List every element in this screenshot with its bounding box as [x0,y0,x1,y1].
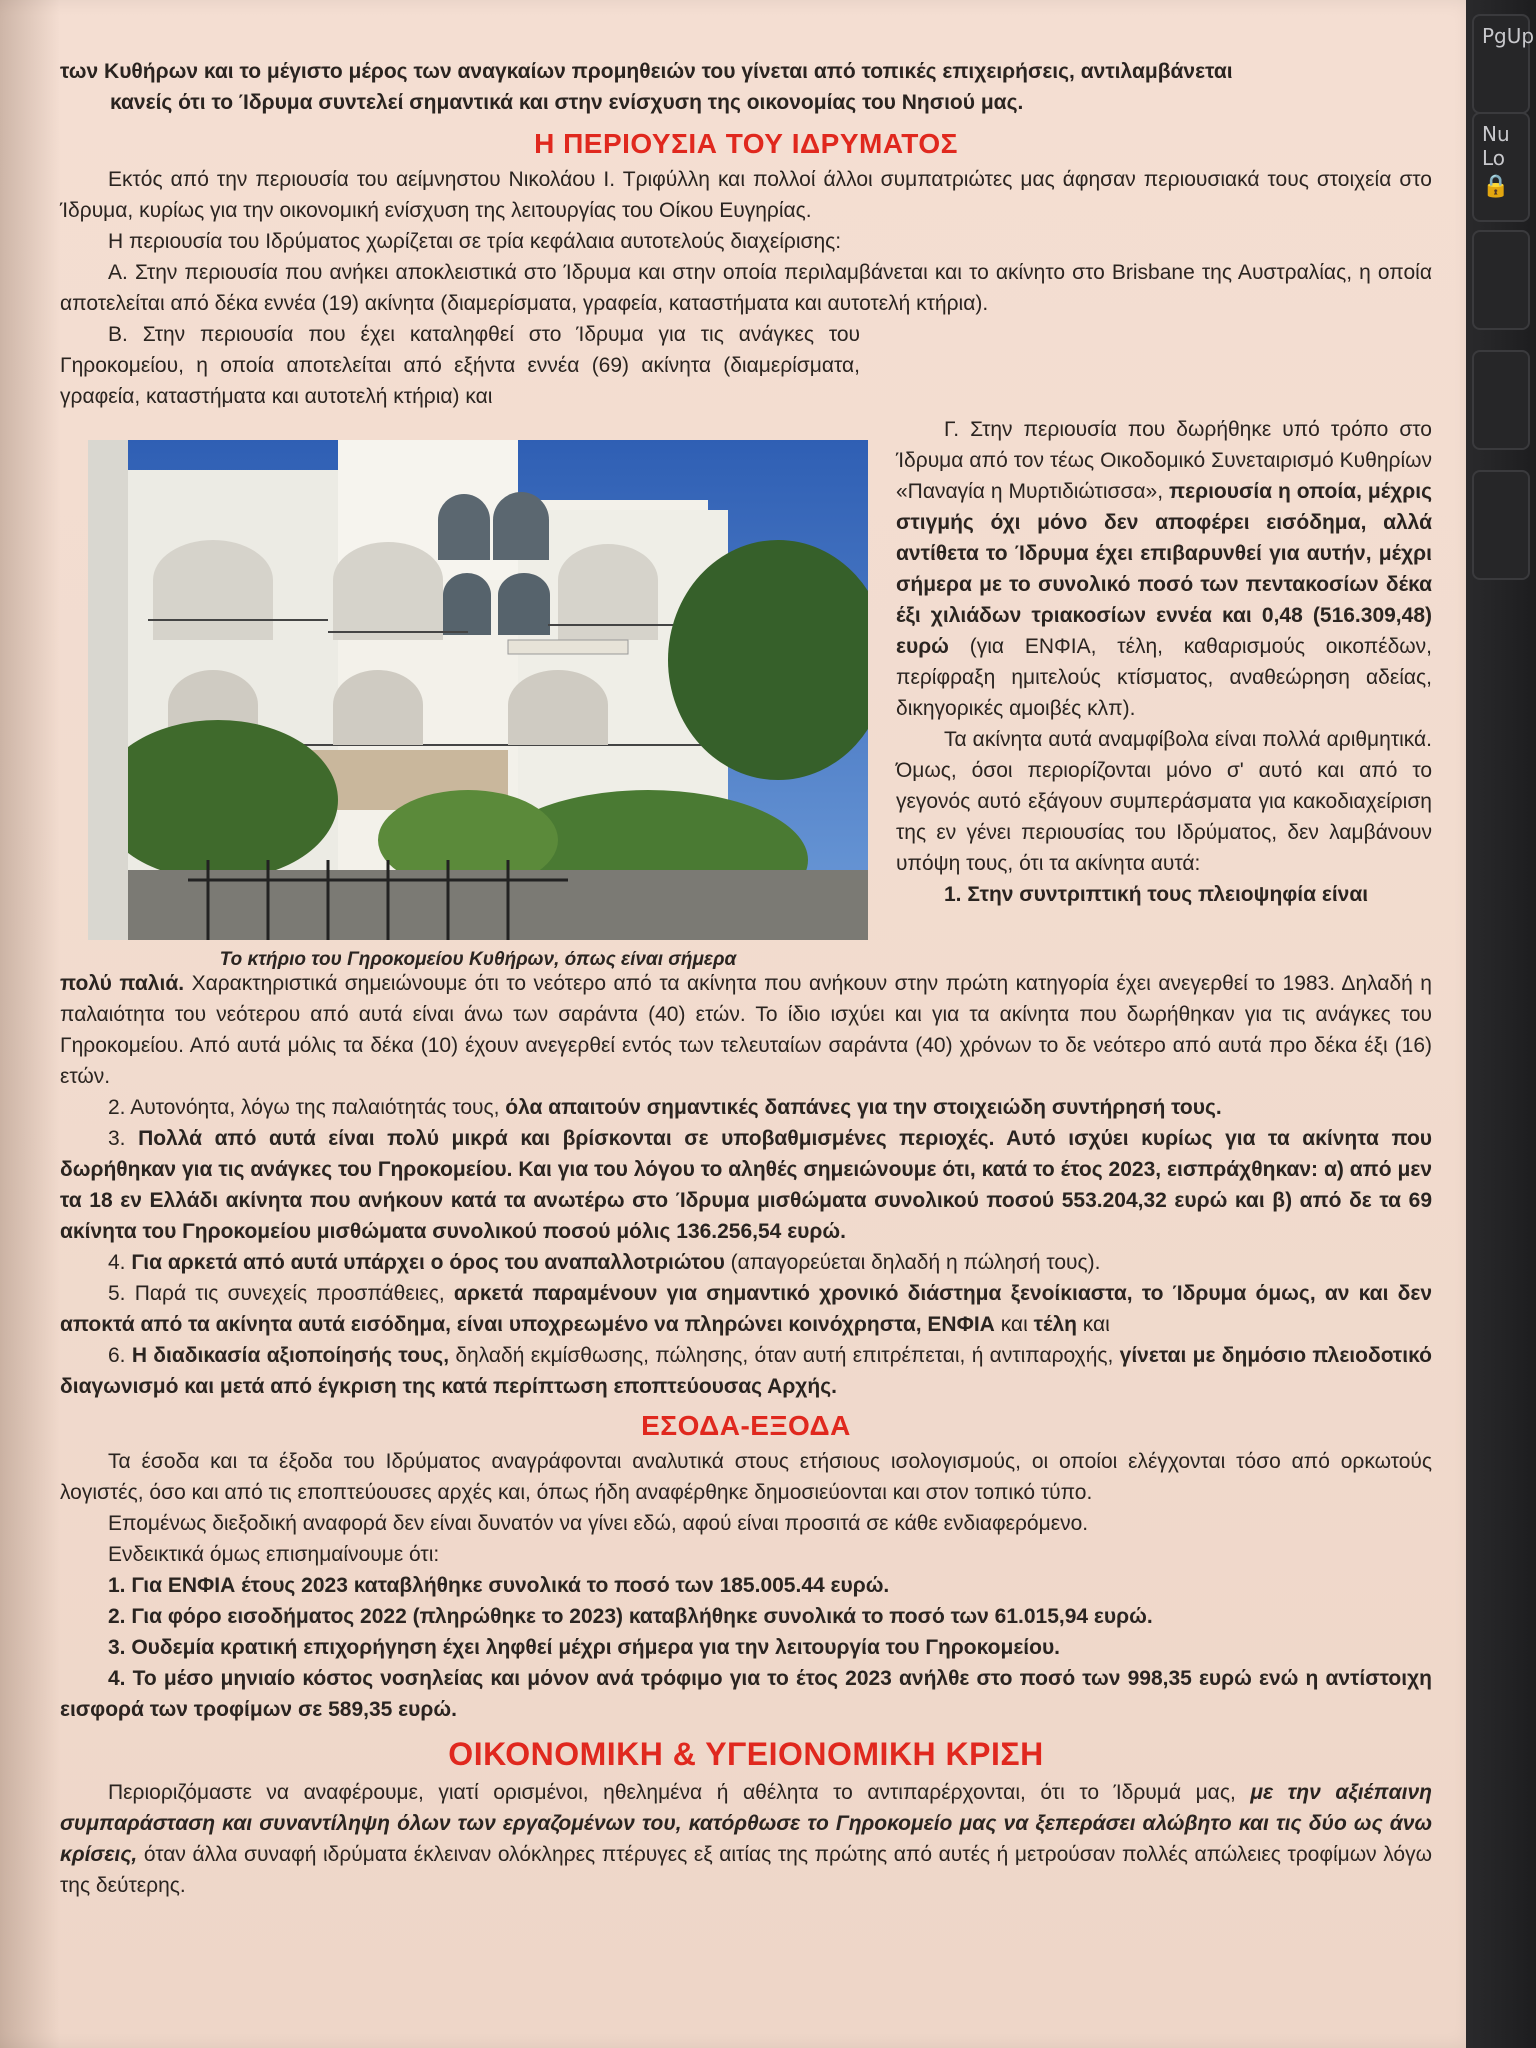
property-paragraph-1: Εκτός από την περιουσία του αείμνηστου Νικολάου Ι. Τριφύλλη και πολλοί άλλοι συμπατριώτες μας άφησαν περιουσιακά τους στοιχεία στο Ίδρυμα, κυρίως για την οικονομική ενίσχυση της λειτουργίας του Οίκου Ευγηρίας. [60,168,1432,222]
side-item-1-start: 1. Στην συντριπτική τους πλειοψηφία είναι [944,883,1369,906]
keyboard-key[interactable] [1472,350,1530,450]
side-paragraph-2: Τα ακίνητα αυτά αναμφίβολα είναι πολλά αριθμητικά. Όμως, όσοι περιορίζονται μόνο σ' αυτό και από το γεγονός αυτό εξάγουν συμπεράσματα για κακοδιαχείριση της εν γένει περιουσίας του Ιδρύματος, δεν λαμβάνουν υπόψη τους, ότι τα ακίνητα αυτά: [896,728,1432,875]
income-paragraph-2: Επομένως διεξοδική αναφορά δεν είναι δυνατόν να γίνει εδώ, αφού είναι προσιτά σε κάθε ενδιαφερόμενο. [108,1512,1089,1535]
heading-property: Η ΠΕΡΙΟΥΣΙΑ ΤΟΥ ΙΔΡΥΜΑΤΟΣ [534,128,958,159]
lock-icon: 🔒 [1482,174,1510,199]
income-item-3: 3. Ουδεμία κρατική επιχορήγηση έχει ληφθεί μέχρι σήμερα για την λειτουργία του Γηροκομείου. [108,1636,1061,1659]
intro-line-1: των Κυθήρων και το μέγιστο μέρος των αναγκαίων προμηθειών του γίνεται από τοπικές επιχειρήσεις, αντιλαμβάνεται [60,60,1233,83]
item-5: 5. Παρά τις συνεχείς προσπάθειες, αρκετά παραμένουν για σημαντικό χρονικό διάστημα ξενοίκιαστα, το Ίδρυμα όμως, αν και δεν αποκτά από τα ακίνητα αυτά εισόδημα, είναι υποχρεωμένο να πληρώνει κοινόχρηστα, ΕΝΦΙΑ και τέλη και [60,1282,1433,1336]
income-item-4: 4. Το μέσο μηνιαίο κόστος νοσηλείας και μόνον ανά τρόφιμο για το έτος 2023 ανήλθε στο ποσό των 998,35 ευρώ ενώ η αντίστοιχη εισφορά των τροφίμων σε 589,35 ευρώ. [60,1667,1432,1721]
income-item-1: 1. Για ΕΝΦΙΑ έτους 2023 καταβλήθηκε συνολικά το ποσό των 185.005.44 ευρώ. [108,1574,890,1597]
heading-crisis: ΟΙΚΟΝΟΜΙΚΗ & ΥΓΕΙΟΝΟΜΙΚΗ ΚΡΙΣΗ [448,1736,1044,1772]
property-paragraph-2: Η περιουσία του Ιδρύματος χωρίζεται σε τρία κεφάλαια αυτοτελούς διαχείρισης: [108,230,842,253]
item-6: 6. Η διαδικασία αξιοποίησής τους, δηλαδή εκμίσθωσης, πώλησης, όταν αυτή επιτρέπεται, ή αντιπαροχής, γίνεται με δημόσιο πλειοδοτικό διαγωνισμό και μετά από έγκριση της κατά περίπτωση εποπτεύουσας Αρχής. [60,1344,1432,1398]
item-4: 4. Για αρκετά από αυτά υπάρχει ο όρος του αναπαλλοτριώτου (απαγορεύεται δηλαδή η πώλησή τους). [108,1251,1101,1274]
laptop-keyboard-edge [1466,0,1536,2048]
item-3: 3. Πολλά από αυτά είναι πολύ μικρά και βρίσκονται σε υποβαθμισμένες περιοχές. Αυτό ισχύει κυρίως για τα ακίνητα που δωρήθηκαν για τις ανάγκες του Γηροκομείου. Και για του λόγου το αληθές σημειώνουμε ότι, κατά το έτος 2023, εισπράχθηκαν: α) από μεν τα 18 εν Ελλάδι ακίνητα που ανήκουν κατά τα ανωτέρω στο Ίδρυμα μισθώματα συνολικού ποσού 553.204,32 ευρώ και β) από δε τα 69 ακίνητα του Γηροκομείου μισθώματα συνολικού ποσού μόλις 136.256,54 ευρώ. [60,1127,1433,1243]
keyboard-key[interactable] [1472,470,1530,580]
building-image [88,440,868,940]
heading-income-expenses: ΕΣΟΔΑ-ΕΞΟΔΑ [641,1410,851,1441]
income-paragraph-3: Ενδεικτικά όμως επισημαίνουμε ότι: [108,1543,440,1566]
income-item-2: 2. Για φόρο εισοδήματος 2022 (πληρώθηκε το 2023) καταβλήθηκε συνολικά το ποσό των 61.015,94 ευρώ. [108,1605,1153,1628]
nursing-home-photo [88,440,868,940]
numlock-key[interactable]: Nu Lo 🔒 [1472,112,1530,222]
item-1-continued: πολύ παλιά. Χαρακτηριστικά σημειώνουμε ότι το νεότερο από τα ακίνητα που ανήκουν στην πρώτη κατηγορία έχει ανεγερθεί το 1983. Δηλαδή η παλαιότητα του νεότερου από αυτά είναι άνω των σαράντα (40) ετών. Το ίδιο ισχύει και για τα ακίνητα που δωρήθηκαν για τις ανάγκες του Γηροκομείου. Από αυτά μόλις τα δέκα (10) έχουν ανεγερθεί εντός των τελευταίων σαράντα (40) χρόνων το δε νεότερο από αυτά προ δέκα έξι (16) ετών. [60,972,1432,1088]
intro-line-2: κανείς ότι το Ίδρυμα συντελεί σημαντικά και στην ενίσχυση της οικονομίας του Νησιού μας. [110,91,1024,114]
property-item-b: Β. Στην περιουσία που έχει καταληφθεί στο Ίδρυμα για τις ανάγκες του Γηροκομείου, η οποία αποτελείται από εξήντα εννέα (69) ακίνητα (διαμερίσματα, γραφεία, καταστήματα και αυτοτελή κτήρια) και [60,323,860,408]
article-body [60,56,1432,1901]
pgup-key[interactable]: PgUp [1472,14,1530,114]
property-item-a: Α. Στην περιουσία που ανήκει αποκλειστικά στο Ίδρυμα και στην οποία περιλαμβάνεται και το ακίνητο στο Brisbane της Αυστραλίας, η οποία αποτελείται από δέκα εννέα (19) ακίνητα (διαμερίσματα, γραφεία, καταστήματα και αυτοτελή κτήρια). [60,261,1432,315]
photo-and-sidebar [60,414,1433,970]
income-paragraph-1: Τα έσοδα και τα έξοδα του Ιδρύματος αναγράφονται αναλυτικά στους ετήσιους ισολογισμούς, οι οποίοι ελέγχονται τόσο από ορκωτούς λογιστές, όσο και από τις εποπτεύουσες αρχές και, όπως ήδη αναφέρθηκε δημοσιεύονται και στον τοπικό τύπο. [60,1450,1432,1504]
keyboard-key[interactable] [1472,230,1530,330]
crisis-paragraph: Περιοριζόμαστε να αναφέρουμε, γιατί ορισμένοι, ηθελημένα ή αθέλητα το αντιπαρέρχονται, ότι το Ίδρυμά μας, με την αξιέπαινη συμπαράσταση και συναντίληψη όλων των εργαζομένων του, κατόρθωσε το Γηροκομείο μας να ξεπεράσει αλώβητο και τις δύο ως άνω κρίσεις, όταν άλλα συναφή ιδρύματα έκλειναν ολόκληρες πτέρυγες εξ αιτίας της πρώτης από αυτές ή μετρούσαν πολλές απώλειες τροφίμων λόγω της δεύτερης. [60,1781,1432,1897]
item-2: 2. Αυτονόητα, λόγω της παλαιότητάς τους, όλα απαιτούν σημαντικές δαπάνες για την στοιχειώδη συντήρησή τους. [108,1096,1222,1119]
side-column [896,414,1432,910]
side-item-c: Γ. Στην περιουσία που δωρήθηκε υπό τρόπο στο Ίδρυμα από τον τέως Οικοδομικό Συνεταιρισμό Κυθηρίων «Παναγία η Μυρτιδιώτισσα», περιουσία η οποία, μέχρις στιγμής όχι μόνο δεν αποφέρει εισόδημα, αλλά αντίθετα το Ίδρυμα έχει επιβαρυνθεί για αυτήν, μέχρι σήμερα με το συνολικό ποσό των πεντακοσίων δέκα έξι χιλιάδων τριακοσίων εννέα και 0,48 (516.309,48) ευρώ (για ΕΝΦΙΑ, τέλη, καθαρισμούς οικοπέδων, περίφραξη ημιτελούς κτίσματος, αναθεώρηση αδείας, δικηγορικές αμοιβές κλπ). [896,418,1433,720]
photo-caption: Το κτήριο του Γηροκομείου Κυθήρων, όπως είναι σήμερα [219,949,737,970]
